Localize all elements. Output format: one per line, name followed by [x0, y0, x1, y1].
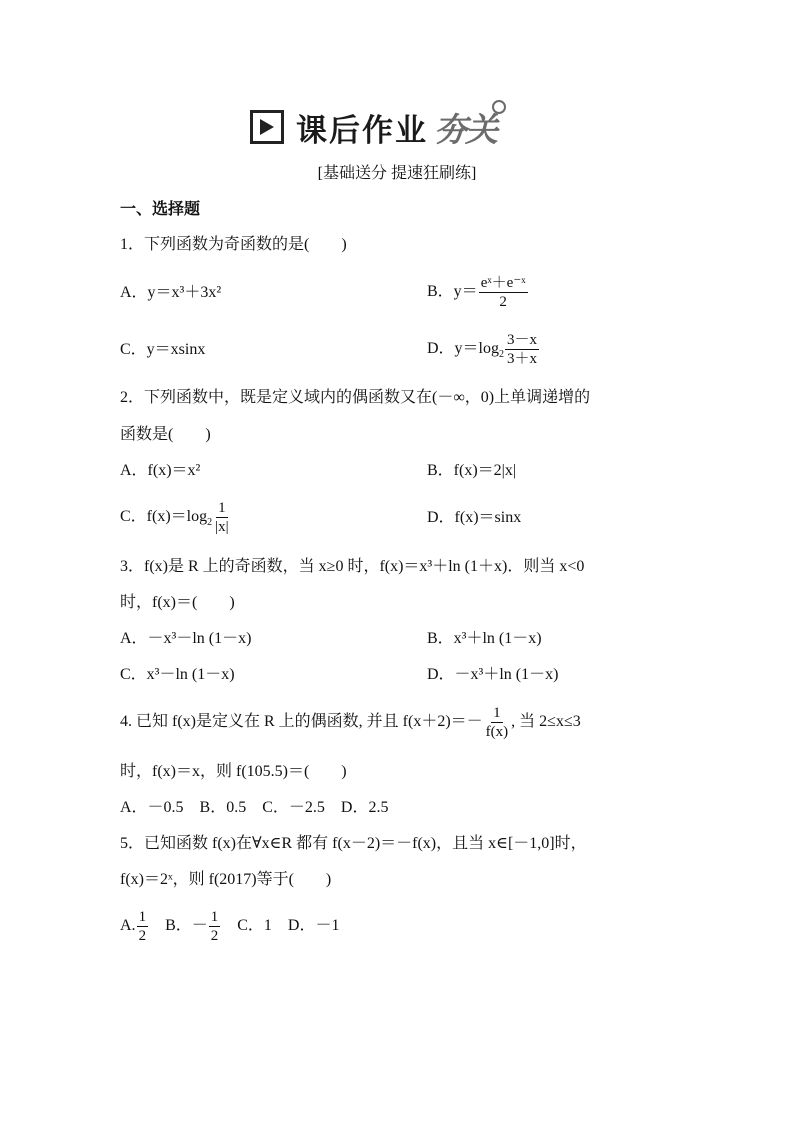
play-icon — [250, 110, 284, 144]
q4-options: A．－0.5 B．0.5 C．－2.5 D．2.5 — [120, 799, 389, 816]
q5-options: A. $\frac{1}{2}$ B．－ $\frac{1}{2}$ C．1 D．－1 — [120, 908, 340, 944]
q1-option-b: B．y＝ $\frac{\text{eˣ＋e⁻ˣ}}{2}$ — [427, 274, 526, 310]
q2-option-a: A．f(x)＝x² — [120, 462, 201, 479]
q4-fraction: $\frac{1}{f(x)}$ — [485, 704, 509, 740]
q5-b-fraction: $\frac{1}{2}$ — [210, 908, 219, 944]
q1-option-c: C．y＝xsinx — [120, 341, 206, 358]
section-heading: 一、选择题 — [120, 199, 201, 218]
q4-stem-line2: 时，f(x)＝x，则 f(105.5)＝( ) — [120, 763, 347, 780]
q1-option-d: D．$y=\log_2$ $\frac{3-x}{3+x}$ — [427, 331, 538, 367]
subtitle: [基础送分 提速狂刷练] — [317, 165, 477, 182]
q3-option-b: B．x³＋ln (1－x) — [427, 630, 542, 647]
q5-stem-line2: f(x)＝2ˣ，则 f(2017)等于( ) — [120, 871, 332, 888]
q3-option-d: D．－x³＋ln (1－x) — [427, 666, 559, 683]
q5-stem-line1: 5．已知函数 f(x)在∀x∈R 都有 f(x－2)＝－f(x)，且当 x∈[－1,0]时， — [120, 835, 587, 852]
q3-option-a: A．－x³－ln (1－x) — [120, 630, 252, 647]
q3-stem-line2: 时，f(x)＝( ) — [120, 594, 235, 611]
q1-option-a: A．y＝x³＋3x² — [120, 284, 222, 301]
brand-dot-icon — [492, 100, 506, 114]
q1-b-fraction: $\frac{\text{eˣ＋e⁻ˣ}}{2}$ — [480, 274, 526, 310]
header-banner — [250, 104, 496, 150]
q2-stem-line1: 2．下列函数中，既是定义域内的偶函数又在(－∞，0)上单调递增的 — [120, 389, 591, 406]
banner-title: 课后作业 — [296, 112, 428, 149]
brand-logo: 夯关 — [434, 104, 496, 151]
q2-option-b: B．f(x)＝2|x| — [427, 462, 517, 479]
q3-stem-line1: 3．f(x)是 R 上的奇函数，当 x≥0 时，f(x)＝x³＋ln (1＋x)．则当 x<0 — [120, 558, 585, 575]
q4-stem-line1: 4. 已知 f(x)是定义在 R 上的偶函数, 并且 f(x＋2)＝－ $\frac{1}{f(x)}$ , 当 2≤x≤3 — [120, 704, 581, 740]
q1-d-fraction: $\frac{3-x}{3+x}$ — [507, 331, 538, 367]
q2-stem-line2: 函数是( ) — [120, 426, 211, 443]
q2-option-c: C．$f(x)=\log_2$ $\frac{1}{|x|}$ — [120, 499, 229, 535]
q1-stem: 1．下列函数为奇函数的是( ) — [120, 236, 347, 253]
q3-option-c: C．x³－ln (1－x) — [120, 666, 235, 683]
q2-c-fraction: $\frac{1}{|x|}$ — [215, 499, 229, 535]
q5-a-fraction: $\frac{1}{2}$ — [138, 908, 147, 944]
q2-option-d: D．f(x)＝sinx — [427, 509, 522, 526]
